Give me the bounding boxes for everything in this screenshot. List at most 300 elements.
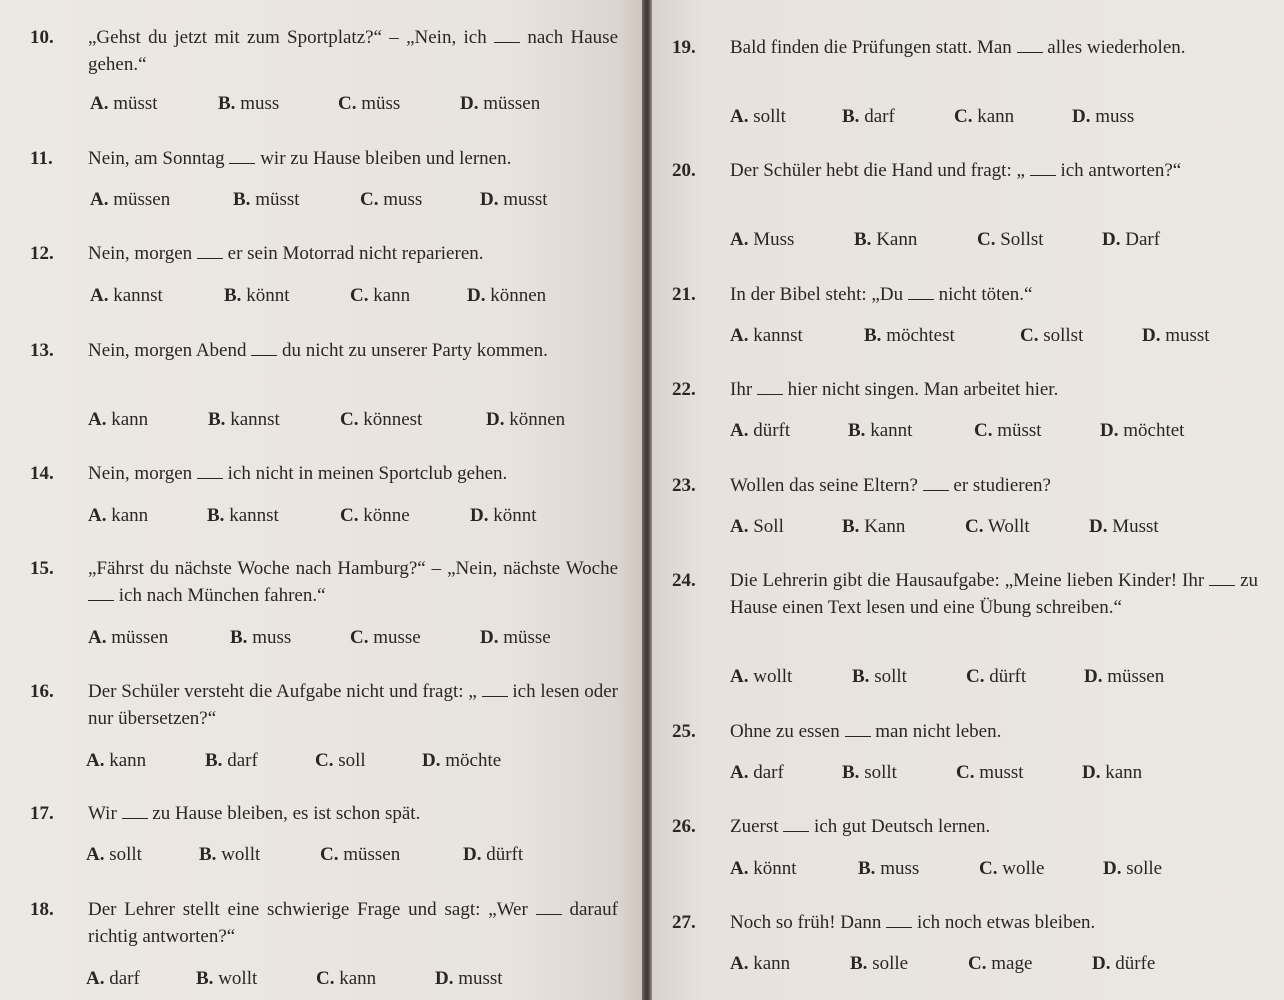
option-letter: C. (977, 229, 996, 250)
option-a (86, 747, 146, 774)
option-text: muss (880, 858, 920, 879)
option-d (422, 747, 501, 774)
option-a (730, 513, 784, 540)
answer-blank (1030, 160, 1056, 176)
option-text: wolle (1002, 858, 1045, 879)
option-c (320, 841, 400, 868)
option-text: musst (979, 762, 1024, 783)
option-text: dürft (753, 420, 791, 441)
answer-blank (783, 816, 809, 832)
question-number: 11. (30, 148, 53, 169)
question-stem (88, 555, 618, 609)
option-letter: C. (1020, 325, 1039, 346)
stem-text-before-blank: Nein, am Sonntag (88, 148, 225, 169)
question-stem (730, 567, 1258, 621)
option-letter: B. (208, 409, 226, 430)
option-letter: C. (956, 762, 975, 783)
option-text: müssen (113, 189, 171, 210)
option-letter: C. (350, 285, 369, 306)
option-text: sollst (1043, 325, 1084, 346)
question-15 (30, 555, 618, 652)
option-text: könnt (493, 505, 537, 526)
option-letter: B. (858, 858, 876, 879)
option-d (486, 406, 565, 433)
option-text: muss (252, 627, 292, 648)
answer-blank (886, 912, 912, 928)
option-text: muss (1095, 106, 1135, 127)
option-letter: C. (965, 516, 984, 537)
option-b (208, 406, 280, 433)
option-d (435, 965, 503, 992)
answer-blank (845, 721, 871, 737)
option-text: kannst (230, 409, 280, 430)
question-stem (730, 813, 1258, 840)
question-number: 10. (30, 27, 54, 48)
question-stem (88, 145, 618, 172)
option-text: kann (753, 953, 791, 974)
option-b (864, 322, 955, 349)
option-d (1082, 759, 1142, 786)
option-letter: A. (730, 953, 749, 974)
option-letter: A. (90, 285, 109, 306)
option-letter: B. (207, 505, 225, 526)
stem-text-after-blank: ich gut Deutsch lernen. (814, 816, 991, 837)
option-d (480, 624, 551, 651)
question-13 (30, 337, 618, 434)
option-letter: C. (350, 627, 369, 648)
option-letter: D. (1084, 666, 1103, 687)
question-number: 21. (672, 284, 696, 305)
option-text: mage (991, 953, 1033, 974)
stem-text-before-blank: Der Schüler versteht die Aufgabe nicht und fragt: „ (88, 681, 477, 702)
stem-text-after-blank: zu Hause einen Text lesen und eine Übung schreiben.“ (730, 570, 1258, 618)
option-c (338, 90, 400, 117)
question-21 (672, 281, 1258, 350)
question-10 (30, 24, 618, 118)
option-text: Musst (1112, 516, 1159, 537)
stem-text-before-blank: In der Bibel steht: „Du (730, 284, 904, 305)
option-text: könnt (753, 858, 797, 879)
answer-blank (536, 899, 562, 915)
option-text: musse (373, 627, 421, 648)
stem-text-after-blank: ich lesen oder nur übersetzen?“ (88, 681, 619, 729)
option-text: könne (363, 505, 410, 526)
option-a (730, 226, 794, 253)
question-stem (730, 909, 1258, 936)
option-c (954, 103, 1014, 130)
option-letter: D. (470, 505, 489, 526)
option-letter: D. (486, 409, 505, 430)
question-number: 14. (30, 463, 54, 484)
option-d (1102, 226, 1160, 253)
option-b (233, 186, 300, 213)
option-a (90, 186, 170, 213)
option-text: sollt (864, 762, 897, 783)
option-text: solle (1126, 858, 1163, 879)
option-letter: A. (730, 420, 749, 441)
option-c (316, 965, 376, 992)
option-b (230, 624, 291, 651)
option-letter: A. (90, 93, 109, 114)
option-a (86, 965, 140, 992)
option-letter: B. (199, 844, 217, 865)
option-text: solle (872, 953, 909, 974)
stem-text-before-blank: Wollen das seine Eltern? (730, 475, 918, 496)
option-text: sollt (874, 666, 907, 687)
option-a (730, 417, 790, 444)
option-letter: A. (730, 858, 749, 879)
option-text: wollt (753, 666, 793, 687)
option-text: Darf (1125, 229, 1161, 250)
option-a (90, 282, 163, 309)
stem-text-after-blank: wir zu Hause bleiben und lernen. (260, 148, 512, 169)
question-number: 23. (672, 475, 696, 496)
option-d (1072, 103, 1134, 130)
question-number: 19. (672, 37, 696, 58)
option-b (224, 282, 289, 309)
question-25 (672, 718, 1258, 787)
option-text: kann (373, 285, 411, 306)
option-d (463, 841, 523, 868)
option-text: musst (503, 189, 548, 210)
option-c (979, 855, 1044, 882)
option-text: müssen (1107, 666, 1165, 687)
option-text: soll (338, 750, 366, 771)
answer-blank (1017, 37, 1043, 53)
option-d (1092, 950, 1155, 977)
option-letter: B. (854, 229, 872, 250)
option-letter: A. (88, 627, 107, 648)
option-text: kann (339, 968, 377, 989)
option-letter: D. (435, 968, 454, 989)
option-text: Kann (876, 229, 918, 250)
option-letter: B. (205, 750, 223, 771)
answer-blank (197, 243, 223, 259)
option-a (88, 624, 168, 651)
option-text: kann (977, 106, 1015, 127)
stem-text-before-blank: Nein, morgen Abend (88, 340, 247, 361)
question-stem (88, 337, 618, 364)
option-b (218, 90, 279, 117)
option-letter: C. (315, 750, 334, 771)
option-letter: D. (1082, 762, 1101, 783)
question-stem (88, 800, 618, 827)
option-a (730, 103, 786, 130)
question-stem (88, 678, 618, 732)
option-letter: C. (320, 844, 339, 865)
option-text: musst (1165, 325, 1210, 346)
question-14 (30, 460, 618, 530)
option-text: dürfe (1115, 953, 1156, 974)
option-letter: B. (842, 762, 860, 783)
stem-text-after-blank: man nicht leben. (875, 721, 1002, 742)
question-number: 17. (30, 803, 54, 824)
option-text: müss (361, 93, 401, 114)
option-letter: B. (850, 953, 868, 974)
option-text: wollt (221, 844, 261, 865)
option-text: kann (1105, 762, 1143, 783)
option-letter: A. (90, 189, 109, 210)
stem-text-after-blank: nach Hause gehen.“ (88, 27, 619, 75)
question-stem (730, 472, 1258, 499)
option-text: Soll (753, 516, 784, 537)
stem-text-after-blank: ich antworten?“ (1060, 160, 1182, 181)
option-letter: D. (480, 189, 499, 210)
option-text: möchtest (886, 325, 955, 346)
stem-text-after-blank: ich nach München fahren.“ (118, 585, 326, 606)
answer-blank (197, 463, 223, 479)
option-letter: D. (480, 627, 499, 648)
option-text: musst (458, 968, 503, 989)
question-number: 26. (672, 816, 696, 837)
option-text: kann (109, 750, 147, 771)
option-letter: B. (848, 420, 866, 441)
option-letter: D. (1089, 516, 1108, 537)
option-text: sollt (109, 844, 142, 865)
option-a (90, 90, 158, 117)
question-stem (730, 718, 1258, 745)
option-text: Sollst (1000, 229, 1044, 250)
stem-text-after-blank: er studieren? (953, 475, 1051, 496)
option-letter: B. (852, 666, 870, 687)
option-text: darf (227, 750, 258, 771)
option-c (350, 282, 410, 309)
option-letter: D. (467, 285, 486, 306)
stem-text-before-blank: Nein, morgen (88, 243, 193, 264)
stem-text-after-blank: ich noch etwas bleiben. (916, 912, 1096, 933)
option-c (350, 624, 421, 651)
question-stem (88, 24, 618, 78)
option-b (850, 950, 908, 977)
option-letter: A. (88, 505, 107, 526)
question-18 (30, 896, 618, 993)
option-c (956, 759, 1024, 786)
option-b (858, 855, 919, 882)
option-letter: C. (360, 189, 379, 210)
question-number: 22. (672, 379, 696, 400)
option-c (360, 186, 422, 213)
option-letter: C. (340, 409, 359, 430)
question-number: 12. (30, 243, 54, 264)
option-c (968, 950, 1032, 977)
option-text: kannst (113, 285, 163, 306)
option-b (842, 513, 905, 540)
stem-text-after-blank: alles wiederholen. (1047, 37, 1186, 58)
option-text: müssen (343, 844, 401, 865)
option-c (966, 663, 1026, 690)
question-number: 27. (672, 912, 696, 933)
answer-blank (1209, 570, 1235, 586)
stem-text-before-blank: Ohne zu essen (730, 721, 840, 742)
option-letter: D. (1103, 858, 1122, 879)
stem-text-after-blank: nicht töten.“ (938, 284, 1033, 305)
option-a (86, 841, 142, 868)
answer-blank (908, 284, 934, 300)
option-text: müsst (997, 420, 1042, 441)
option-text: kann (111, 505, 149, 526)
option-text: möchtet (1123, 420, 1185, 441)
question-16 (30, 678, 618, 775)
option-letter: D. (1100, 420, 1119, 441)
option-letter: A. (86, 750, 105, 771)
option-text: können (490, 285, 547, 306)
option-text: müsse (503, 627, 551, 648)
option-letter: C. (316, 968, 335, 989)
option-text: könnt (246, 285, 290, 306)
stem-text-after-blank: zu Hause bleiben, es ist schon spät. (152, 803, 421, 824)
option-letter: C. (340, 505, 359, 526)
option-d (460, 90, 540, 117)
question-stem (88, 896, 618, 950)
option-text: darf (864, 106, 895, 127)
option-letter: A. (730, 516, 749, 537)
question-number: 15. (30, 558, 54, 579)
question-stem (88, 240, 618, 267)
option-letter: B. (233, 189, 251, 210)
option-letter: B. (842, 106, 860, 127)
option-letter: B. (864, 325, 882, 346)
option-letter: A. (730, 106, 749, 127)
option-text: kannst (229, 505, 279, 526)
option-letter: C. (954, 106, 973, 127)
option-letter: B. (196, 968, 214, 989)
question-number: 16. (30, 681, 54, 702)
option-c (315, 747, 366, 774)
question-number: 13. (30, 340, 54, 361)
option-c (965, 513, 1030, 540)
question-17 (30, 800, 618, 869)
option-text: muss (240, 93, 280, 114)
option-letter: A. (730, 325, 749, 346)
stem-text-before-blank: Noch so früh! Dann (730, 912, 882, 933)
stem-text-before-blank: Zuerst (730, 816, 779, 837)
answer-blank (494, 27, 520, 43)
option-d (1100, 417, 1184, 444)
option-d (1089, 513, 1159, 540)
stem-text-before-blank: „Gehst du jetzt mit zum Sportplatz?“ – „Nein, ich (88, 27, 487, 48)
option-text: Muss (753, 229, 795, 250)
question-12 (30, 240, 618, 310)
option-letter: D. (1102, 229, 1121, 250)
answer-blank (757, 379, 783, 395)
stem-text-before-blank: Nein, morgen (88, 463, 193, 484)
option-letter: C. (974, 420, 993, 441)
option-text: darf (109, 968, 140, 989)
question-stem (730, 281, 1258, 308)
option-text: könnest (363, 409, 423, 430)
book-gutter (642, 0, 652, 1000)
option-letter: C. (968, 953, 987, 974)
question-24 (672, 567, 1258, 691)
option-a (730, 950, 790, 977)
option-letter: B. (842, 516, 860, 537)
option-text: müsst (113, 93, 158, 114)
option-letter: A. (730, 762, 749, 783)
option-letter: D. (1092, 953, 1111, 974)
option-d (1142, 322, 1210, 349)
option-text: müssen (483, 93, 541, 114)
option-a (730, 855, 797, 882)
answer-blank (229, 148, 255, 164)
option-text: darf (753, 762, 784, 783)
option-letter: C. (966, 666, 985, 687)
option-d (1084, 663, 1164, 690)
option-text: kannst (753, 325, 803, 346)
option-letter: B. (224, 285, 242, 306)
stem-text-before-blank: Ihr (730, 379, 753, 400)
stem-text-before-blank: Der Lehrer stellt eine schwierige Frage und sagt: „Wer (88, 899, 528, 920)
question-19 (672, 34, 1258, 131)
question-26 (672, 813, 1258, 883)
option-a (730, 759, 784, 786)
stem-text-after-blank: hier nicht singen. Man arbeitet hier. (787, 379, 1059, 400)
question-stem (730, 376, 1258, 403)
option-letter: A. (86, 968, 105, 989)
question-number: 18. (30, 899, 54, 920)
option-letter: A. (86, 844, 105, 865)
option-b (842, 103, 895, 130)
option-d (480, 186, 548, 213)
stem-text-after-blank: du nicht zu unserer Party kommen. (282, 340, 548, 361)
answer-blank (88, 585, 114, 601)
stem-text-before-blank: Die Lehrerin gibt die Hausaufgabe: „Meine lieben Kinder! Ihr (730, 570, 1205, 591)
option-letter: A. (730, 666, 749, 687)
option-c (977, 226, 1044, 253)
option-a (88, 502, 148, 529)
option-text: kannt (870, 420, 913, 441)
question-27 (672, 909, 1258, 978)
option-b (854, 226, 917, 253)
question-20 (672, 157, 1258, 254)
right-page (652, 0, 1284, 1000)
stem-text-before-blank: Der Schüler hebt die Hand und fragt: „ (730, 160, 1025, 181)
question-stem (730, 34, 1258, 61)
option-b (205, 747, 258, 774)
option-text: möchte (445, 750, 502, 771)
question-number: 25. (672, 721, 696, 742)
option-b (199, 841, 260, 868)
option-letter: D. (422, 750, 441, 771)
answer-blank (923, 475, 949, 491)
option-c (340, 502, 410, 529)
option-text: müssen (111, 627, 169, 648)
option-text: Wollt (987, 516, 1030, 537)
option-b (196, 965, 257, 992)
option-d (1103, 855, 1162, 882)
option-letter: C. (338, 93, 357, 114)
option-text: können (509, 409, 566, 430)
option-c (340, 406, 422, 433)
option-d (467, 282, 546, 309)
stem-text-before-blank: Wir (88, 803, 117, 824)
question-22 (672, 376, 1258, 445)
stem-text-after-blank: er sein Motorrad nicht reparieren. (227, 243, 484, 264)
option-letter: D. (463, 844, 482, 865)
option-text: kann (111, 409, 149, 430)
option-text: dürft (989, 666, 1027, 687)
option-letter: D. (460, 93, 479, 114)
option-letter: D. (1142, 325, 1161, 346)
option-c (974, 417, 1042, 444)
option-letter: A. (88, 409, 107, 430)
stem-text-before-blank: „Fährst du nächste Woche nach Hamburg?“ – „Nein, nächste Woche (88, 558, 618, 579)
option-letter: B. (230, 627, 248, 648)
option-text: sollt (753, 106, 786, 127)
answer-blank (251, 340, 277, 356)
option-text: muss (383, 189, 423, 210)
question-number: 20. (672, 160, 696, 181)
question-number: 24. (672, 570, 696, 591)
